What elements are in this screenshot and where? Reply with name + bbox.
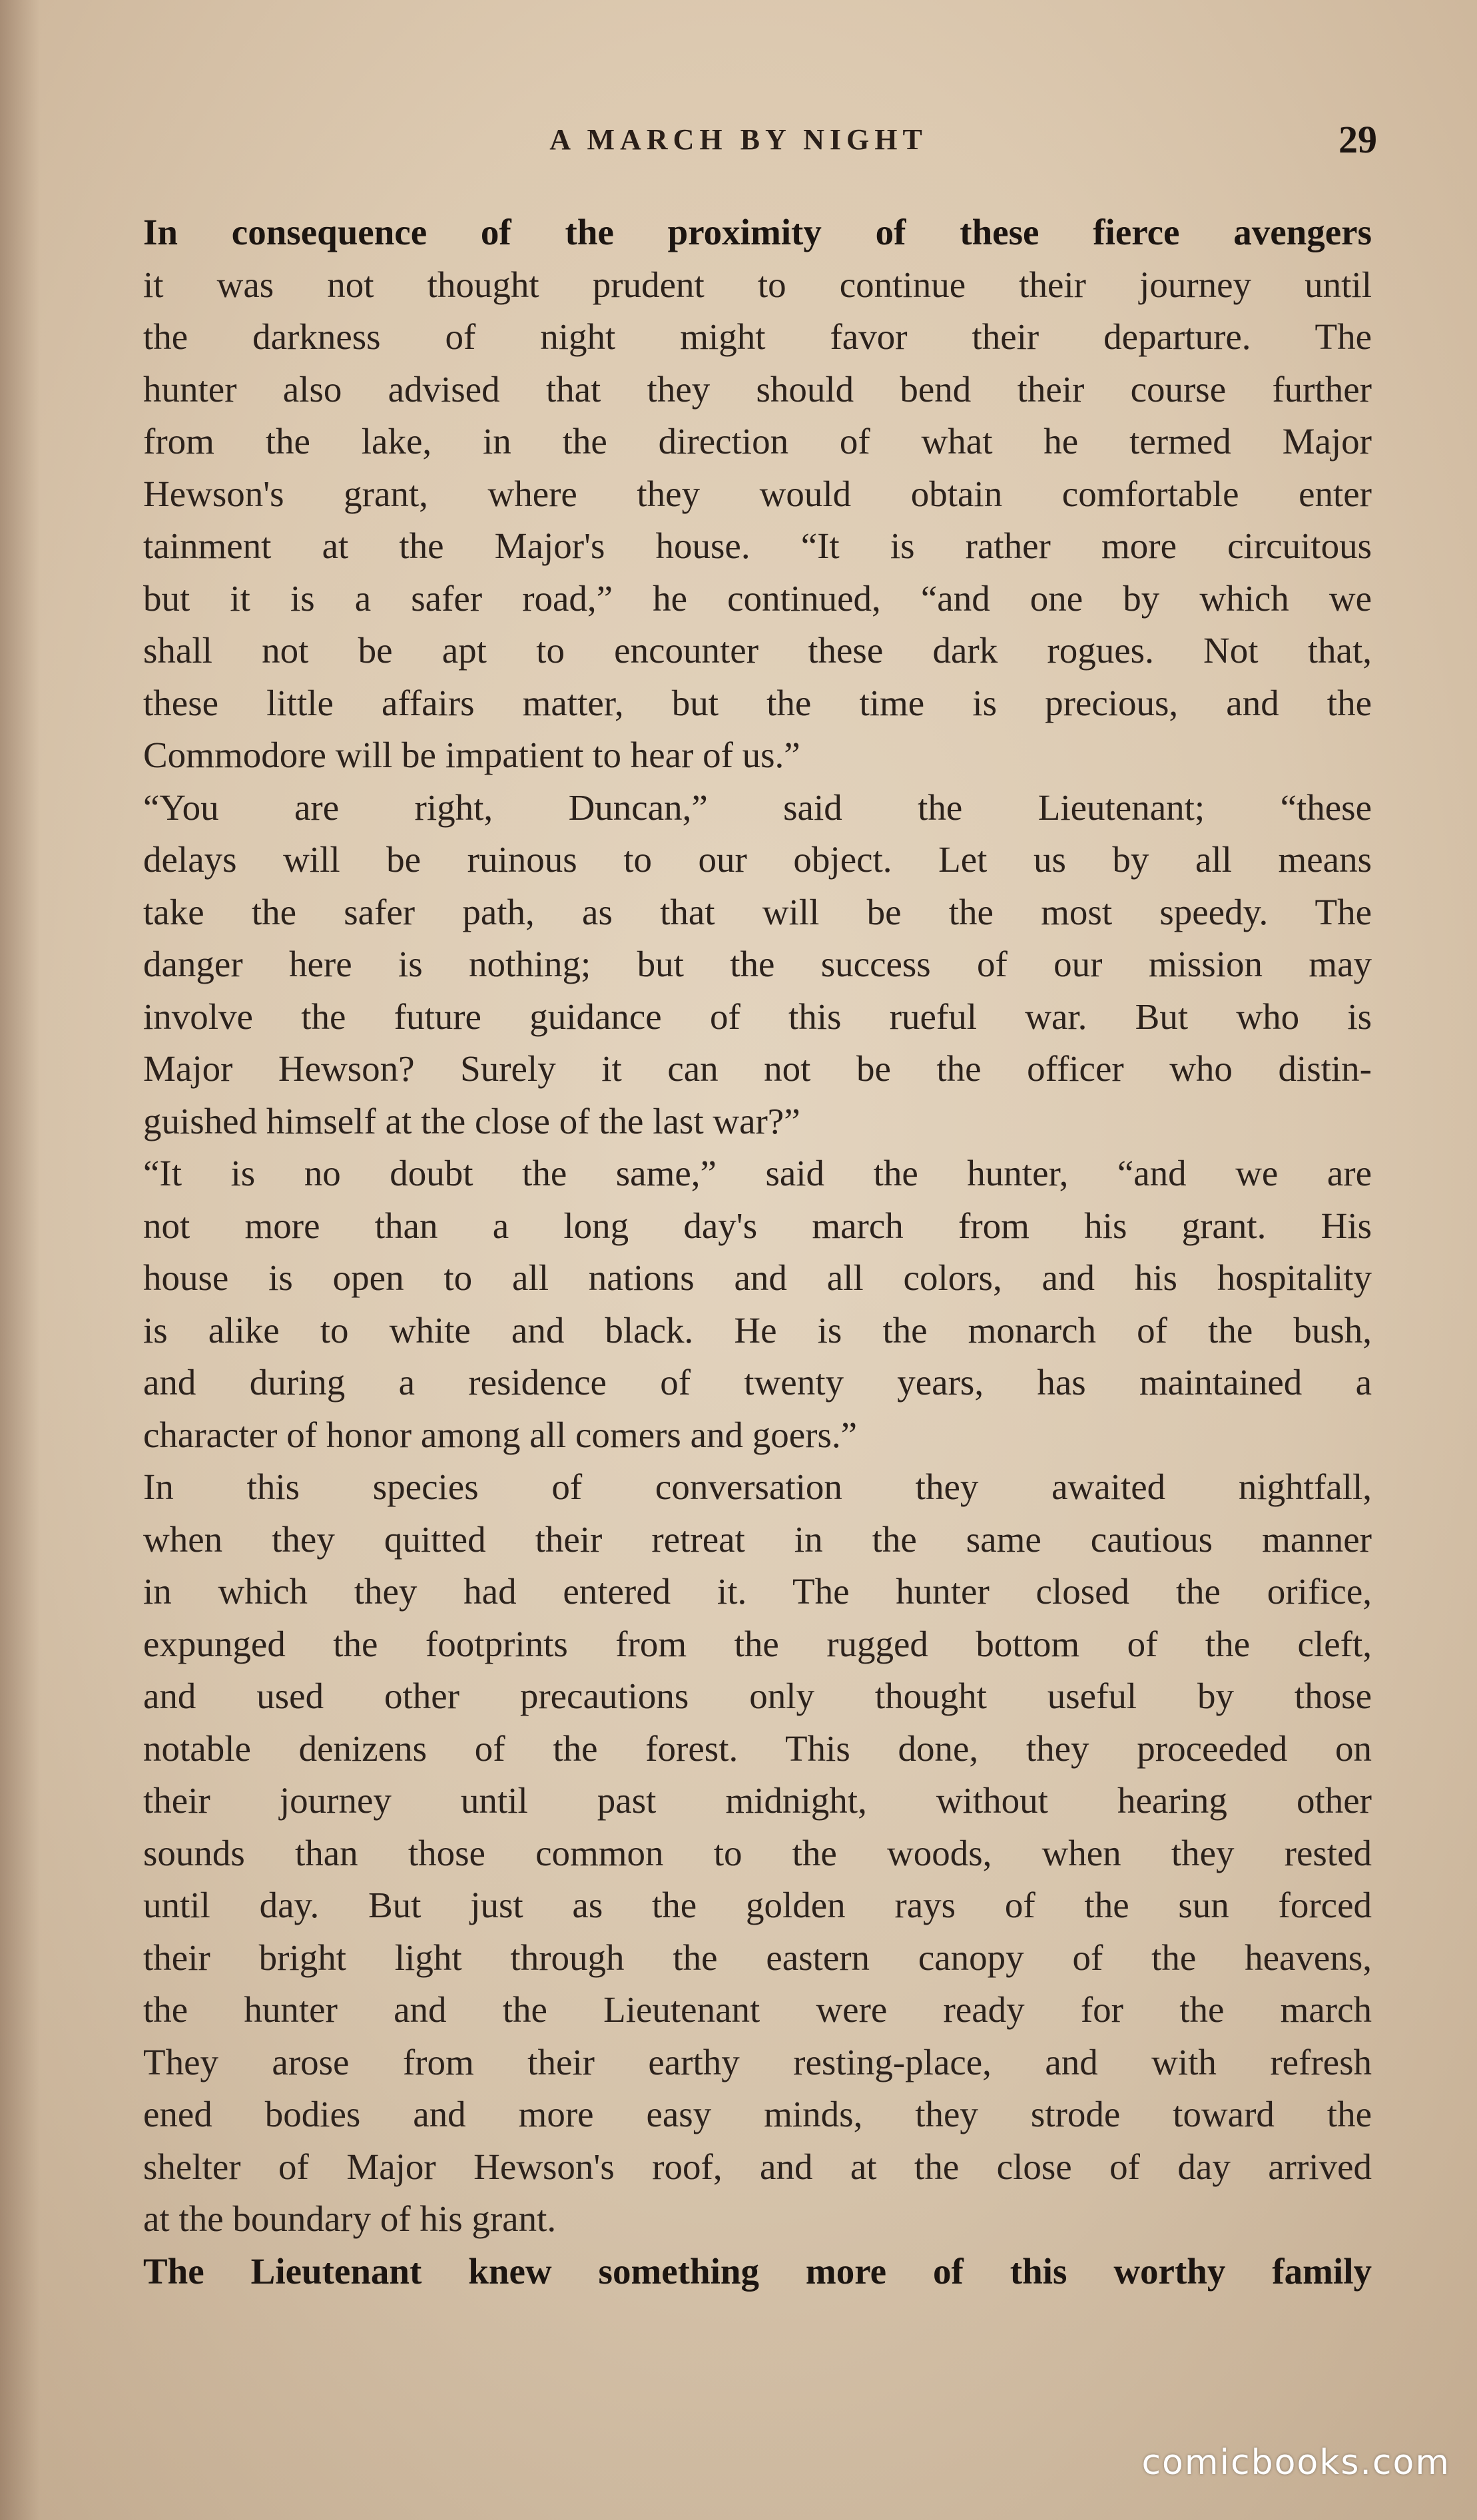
text-line: The Lieutenant knew something more of this worthy family <box>143 2250 1372 2292</box>
text-line: They arose from their earthy resting-place, and with refresh <box>143 2041 1372 2082</box>
text-line: shelter of Major Hewson's roof, and at the close of day arrived <box>143 2146 1372 2187</box>
text-line: involve the future guidance of this rueful war. But who is <box>143 996 1372 1037</box>
text-line: danger here is nothing; but the success of our mission may <box>143 944 1372 984</box>
text-line: In consequence of the proximity of these fierce avengers <box>143 212 1372 252</box>
text-line: their bright light through the eastern canopy of the heavens, <box>143 1937 1372 1978</box>
text-line: notable denizens of the forest. This done, they proceeded on <box>143 1728 1372 1769</box>
text-line: expunged the footprints from the rugged bottom of the cleft, <box>143 1623 1372 1664</box>
text-line: until day. But just as the golden rays of the sun forced <box>143 1885 1372 1925</box>
text-line: and used other precautions only thought useful by those <box>143 1676 1372 1716</box>
text-line: the hunter and the Lieutenant were ready for the march <box>143 1989 1372 2030</box>
text-line: “You are right, Duncan,” said the Lieutenant; “these <box>143 787 1372 828</box>
text-line: character of honor among all comers and goers.” <box>143 1414 858 1455</box>
text-line: the darkness of night might favor their departure. The <box>143 316 1372 357</box>
text-line: not more than a long day's march from his grant. His <box>143 1205 1372 1246</box>
text-line: shall not be apt to encounter these dark rogues. Not that, <box>143 630 1372 671</box>
text-line: Hewson's grant, where they would obtain comfortable enter <box>143 473 1372 514</box>
running-title: A MARCH BY NIGHT <box>549 123 928 156</box>
page-gutter-shadow <box>0 0 40 2520</box>
text-line: ened bodies and more easy minds, they strode toward the <box>143 2094 1372 2134</box>
watermark: comicbooks.com <box>1141 2443 1450 2483</box>
text-line: at the boundary of his grant. <box>143 2198 557 2239</box>
text-line: from the lake, in the direction of what he termed Major <box>143 421 1372 462</box>
text-line: and during a residence of twenty years, has maintained a <box>143 1362 1372 1403</box>
text-line: but it is a safer road,” he continued, “and one by which we <box>143 577 1372 619</box>
page-number: 29 <box>1338 118 1377 161</box>
body-text <box>143 206 1372 2298</box>
text-line: sounds than those common to the woods, when they rested <box>143 1832 1372 1873</box>
text-line: is alike to white and black. He is the monarch of the bush, <box>143 1309 1372 1351</box>
text-line: “It is no doubt the same,” said the hunter, “and we are <box>143 1153 1372 1193</box>
text-line: guished himself at the close of the last war?” <box>143 1100 800 1141</box>
text-line: in which they had entered it. The hunter closed the orifice, <box>143 1571 1372 1612</box>
text-line: it was not thought prudent to continue their journey until <box>143 264 1372 305</box>
text-line: Major Hewson? Surely it can not be the officer who distin- <box>143 1048 1372 1089</box>
text-line: Commodore will be impatient to hear of us.” <box>143 735 800 775</box>
text-line: house is open to all nations and all colors, and his hospitality <box>143 1257 1372 1298</box>
text-line: their journey until past midnight, without hearing other <box>143 1780 1372 1821</box>
text-line: delays will be ruinous to our object. Let us by all means <box>143 839 1372 880</box>
text-line: hunter also advised that they should bend their course further <box>143 368 1372 410</box>
text-line: take the safer path, as that will be the most speedy. The <box>143 891 1372 932</box>
text-line: tainment at the Major's house. “It is rather more circuitous <box>143 525 1372 566</box>
text-line: In this species of conversation they awaited nightfall, <box>143 1466 1372 1507</box>
text-line: these little affairs matter, but the time is precious, and the <box>143 682 1372 723</box>
text-line: when they quitted their retreat in the same cautious manner <box>143 1518 1372 1560</box>
page-header <box>0 110 1477 170</box>
